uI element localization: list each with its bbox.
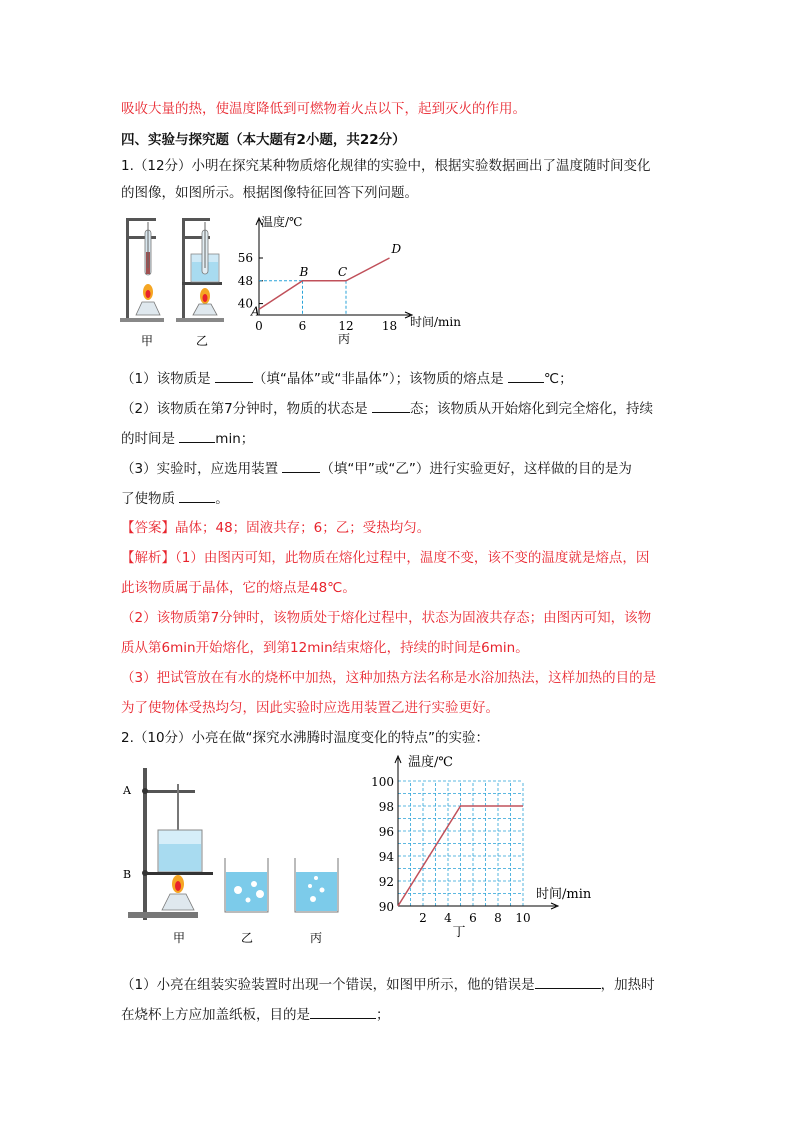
label-A: A <box>123 784 131 797</box>
y-tick-label: 94 <box>378 850 394 864</box>
melting-chart <box>232 216 462 346</box>
y-tick-label: 90 <box>378 900 394 914</box>
y-axis-label: 温度/℃ <box>408 755 453 770</box>
point-label-D: D <box>391 242 402 256</box>
point-label-B: B <box>299 264 309 279</box>
prev-answer-line: 吸收大量的热，使温度降低到可燃物着火点以下，起到灭火的作用。 <box>121 101 526 117</box>
y-tick-label: 98 <box>378 800 394 814</box>
apparatus-jia <box>120 218 164 322</box>
x-tick-label: 4 <box>444 911 452 925</box>
figure1-apparatus <box>118 212 238 362</box>
label-bing-2: 丙 <box>310 931 323 945</box>
label-jia-2: 甲 <box>173 931 186 945</box>
label-jia: 甲 <box>141 334 154 348</box>
q1-subq2-line2: 的时间是 min； <box>121 428 254 449</box>
x-tick-label: 2 <box>419 911 427 925</box>
x-tick-label: 10 <box>515 911 531 925</box>
boiling-chart <box>364 750 594 940</box>
chart-caption: 丁 <box>452 925 466 940</box>
blank-state[interactable] <box>372 398 410 413</box>
y-tick-label: 48 <box>237 273 253 288</box>
y-tick-label: 100 <box>371 775 394 789</box>
x-axis-label: 时间/min <box>536 887 592 902</box>
x-tick-label: 0 <box>255 319 263 333</box>
x-axis-label: 时间/min <box>410 315 461 329</box>
q1-subq1: （1）该物质是 （填“晶体”或“非晶体”）；该物质的熔点是 ℃； <box>121 368 573 389</box>
blank-duration[interactable] <box>179 428 215 443</box>
label-yi-2: 乙 <box>241 931 254 945</box>
y-tick-label: 92 <box>378 875 394 889</box>
section-title: 四、实验与探究题（本大题有2小题，共22分） <box>121 132 406 148</box>
explanation-line1: 【解析】（1）由图丙可知，此物质在熔化过程中，温度不变，该不变的温度就是熔点，因 <box>121 550 650 566</box>
blank-cover-purpose[interactable] <box>310 1004 376 1019</box>
answer-label: 【答案】 <box>121 520 175 536</box>
q1-subq3-line2: 了使物质 。 <box>121 488 229 509</box>
q1-stem-line1: 1.（12分）小明在探究某种物质熔化规律的实验中，根据实验数据画出了温度随时间变化 <box>121 158 651 174</box>
apparatus-jia-2 <box>128 768 213 920</box>
blank-error[interactable] <box>535 974 601 989</box>
x-tick-label: 6 <box>469 911 477 925</box>
beaker-yi <box>225 858 268 912</box>
x-tick-label: 18 <box>381 319 398 333</box>
point-label-C: C <box>338 264 348 279</box>
x-tick-label: 8 <box>494 911 502 925</box>
explanation-line3: （2）该物质第7分钟时，该物质处于熔化过程中，状态为固液共存态；由图丙可知，该物 <box>121 610 652 626</box>
explanation-line6: 为了使物体受热均匀，因此实验时应选用装置乙进行实验更好。 <box>121 700 499 716</box>
blank-purpose[interactable] <box>179 488 215 503</box>
q2-stem: 2.（10分）小亮在做“探究水沸腾时温度变化的特点”的实验： <box>121 730 490 746</box>
label-yi: 乙 <box>196 334 209 348</box>
explanation-label: 【解析】 <box>121 550 175 566</box>
q2-subq1-line2: 在烧杯上方应加盖纸板，目的是 ； <box>121 1004 390 1025</box>
point-label-A: A <box>251 304 260 319</box>
x-tick-label: 12 <box>338 319 354 333</box>
q1-subq2-line1: （2）该物质在第7分钟时，物质的状态是 态；该物质从开始熔化到完全熔化，持续 <box>121 398 653 419</box>
temperature-series-line <box>259 258 390 309</box>
y-axis-label: 温度/℃ <box>261 215 303 229</box>
answer-line: 【答案】晶体；48；固液共存；6；乙；受热均匀。 <box>121 520 431 536</box>
q2-subq1-line1: （1）小亮在组装实验装置时出现一个错误，如图甲所示，他的错误是 ，加热时 <box>121 974 655 995</box>
blank-melting-point[interactable] <box>508 368 544 383</box>
explanation-line5: （3）把试管放在有水的烧杯中加热，这种加热方法名称是水浴加热法，这样加热的目的是 <box>121 670 657 686</box>
blank-apparatus[interactable] <box>282 458 320 473</box>
beaker-bing <box>295 858 338 912</box>
figure2-apparatus <box>118 762 358 952</box>
apparatus-yi <box>176 218 224 322</box>
q1-subq3-line1: （3）实验时，应选用装置 （填“甲”或“乙”）进行实验更好，这样做的目的是为 <box>121 458 632 479</box>
explanation-line2: 此该物质属于晶体，它的熔点是48℃。 <box>121 580 356 596</box>
y-tick-label: 56 <box>237 251 253 265</box>
explanation-line4: 质从第6min开始熔化，到第12min结束熔化，持续的时间是6min。 <box>121 640 529 656</box>
blank-crystal-type[interactable] <box>215 368 253 383</box>
x-tick-label: 6 <box>298 319 307 333</box>
y-tick-label: 40 <box>237 296 253 311</box>
chart-caption: 丙 <box>338 332 351 346</box>
y-tick-label: 96 <box>378 825 394 839</box>
q1-stem-line2: 的图像，如图所示。根据图像特征回答下列问题。 <box>121 185 418 201</box>
label-B: B <box>123 868 132 881</box>
